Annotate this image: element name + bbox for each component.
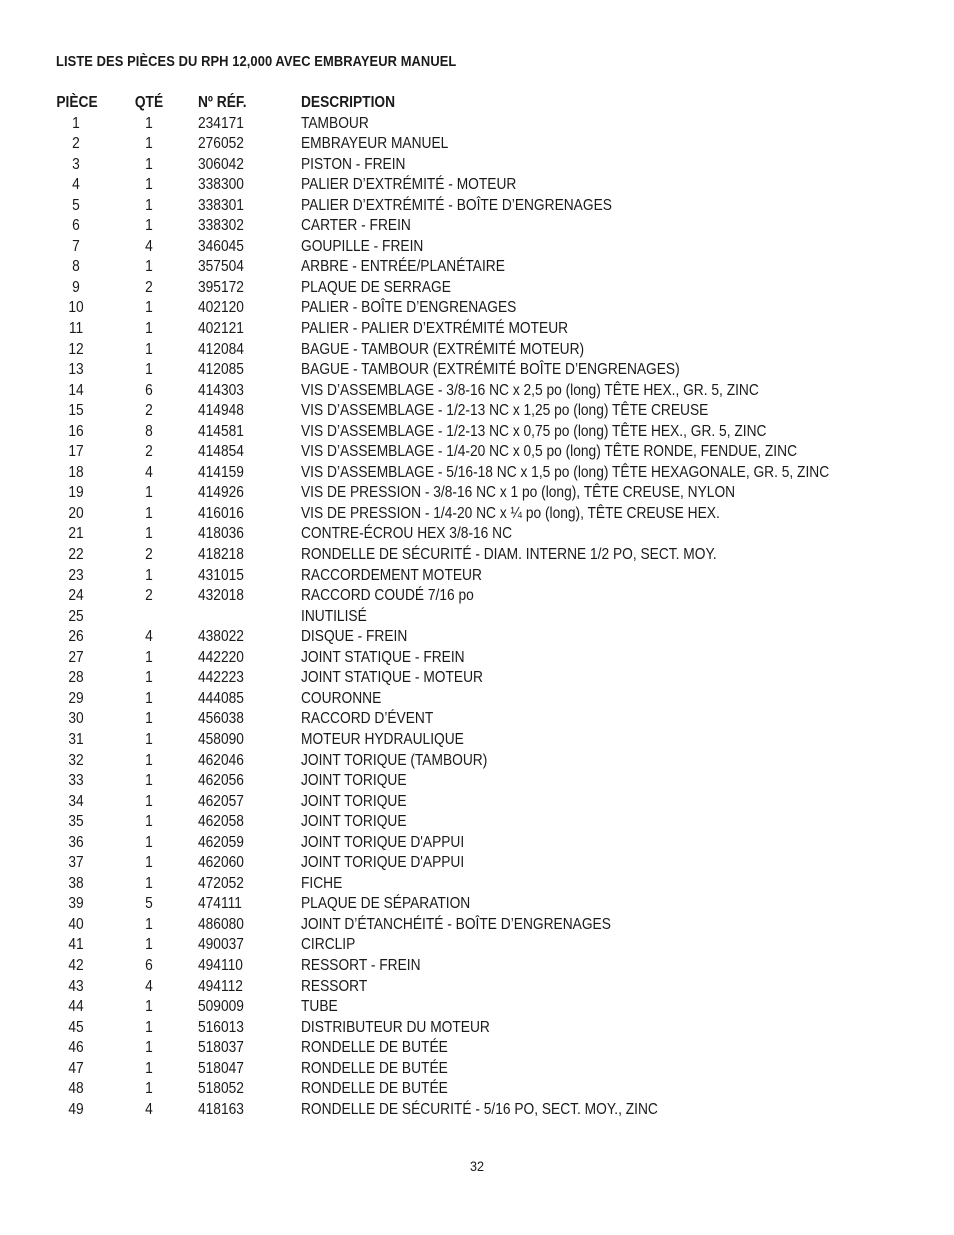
- cell-description: VIS D’ASSEMBLAGE - 1/4-20 NC x 0,5 po (long) TÊTE RONDE, FENDUE, ZINC: [301, 443, 798, 461]
- cell-description: FICHE: [301, 874, 343, 892]
- table-row: [0, 257, 954, 278]
- table-row: [0, 278, 954, 299]
- cell-ref: 432018: [198, 587, 244, 605]
- cell-piece: 24: [68, 587, 84, 605]
- cell-qty: 6: [145, 956, 153, 974]
- header-qty: QTÉ: [134, 94, 164, 111]
- cell-piece: 32: [68, 751, 84, 769]
- table-row: [0, 340, 954, 361]
- table-row: [0, 196, 954, 217]
- cell-description: GOUPILLE - FREIN: [301, 237, 424, 255]
- table-row: [0, 175, 954, 196]
- cell-description: PALIER D’EXTRÉMITÉ - MOTEUR: [301, 176, 517, 194]
- cell-piece: 7: [72, 237, 80, 255]
- table-row: [0, 915, 954, 936]
- table-row: [0, 524, 954, 545]
- table-row: [0, 566, 954, 587]
- cell-qty: 1: [145, 833, 153, 851]
- cell-qty: 1: [145, 689, 153, 707]
- cell-qty: 2: [145, 278, 153, 296]
- cell-ref: 414159: [198, 463, 244, 481]
- cell-description: RONDELLE DE SÉCURITÉ - DIAM. INTERNE 1/2 PO, SECT. MOY.: [301, 546, 717, 564]
- cell-qty: 1: [145, 1059, 153, 1077]
- cell-description: VIS DE PRESSION - 1/4-20 NC x ¼ po (long), TÊTE CREUSE HEX.: [301, 504, 720, 522]
- cell-qty: 1: [145, 874, 153, 892]
- cell-qty: 1: [145, 525, 153, 543]
- cell-ref: 416016: [198, 504, 244, 522]
- cell-qty: 2: [145, 402, 153, 420]
- cell-qty: 5: [145, 895, 153, 913]
- cell-qty: 1: [145, 217, 153, 235]
- cell-qty: 4: [145, 463, 153, 481]
- table-row: [0, 627, 954, 648]
- cell-description: EMBRAYEUR MANUEL: [301, 135, 449, 153]
- table-row: [0, 792, 954, 813]
- cell-ref: 486080: [198, 915, 244, 933]
- cell-qty: 1: [145, 320, 153, 338]
- cell-description: TAMBOUR: [301, 114, 369, 132]
- cell-piece: 11: [68, 320, 84, 338]
- cell-ref: 346045: [198, 237, 244, 255]
- table-row: [0, 319, 954, 340]
- cell-ref: 462058: [198, 813, 244, 831]
- cell-ref: 395172: [198, 278, 244, 296]
- header-description: DESCRIPTION: [301, 94, 396, 111]
- table-row: [0, 977, 954, 998]
- cell-ref: 431015: [198, 566, 244, 584]
- cell-qty: 1: [145, 340, 153, 358]
- cell-ref: 402120: [198, 299, 244, 317]
- table-row: [0, 997, 954, 1018]
- cell-ref: 357504: [198, 258, 244, 276]
- table-row: [0, 853, 954, 874]
- table-row: [0, 648, 954, 669]
- cell-ref: 462046: [198, 751, 244, 769]
- table-row: [0, 607, 954, 628]
- cell-qty: 2: [145, 443, 153, 461]
- cell-ref: 418218: [198, 546, 244, 564]
- cell-ref: 306042: [198, 155, 244, 173]
- cell-description: BAGUE - TAMBOUR (EXTRÉMITÉ MOTEUR): [301, 340, 585, 358]
- cell-qty: 1: [145, 669, 153, 687]
- cell-description: VIS D’ASSEMBLAGE - 1/2-13 NC x 1,25 po (long) TÊTE CREUSE: [301, 402, 709, 420]
- table-row: [0, 751, 954, 772]
- cell-qty: 4: [145, 1100, 153, 1118]
- cell-description: JOINT STATIQUE - FREIN: [301, 648, 465, 666]
- cell-piece: 19: [68, 484, 84, 502]
- cell-qty: 1: [145, 792, 153, 810]
- table-row: [0, 689, 954, 710]
- header-ref: Nº RÉF.: [198, 94, 247, 111]
- cell-piece: 15: [68, 402, 84, 420]
- table-row: [0, 401, 954, 422]
- cell-piece: 5: [72, 196, 80, 214]
- cell-piece: 13: [68, 361, 84, 379]
- cell-piece: 21: [68, 525, 84, 543]
- table-row: [0, 134, 954, 155]
- cell-description: DISQUE - FREIN: [301, 628, 408, 646]
- table-row: [0, 1100, 954, 1121]
- cell-description: JOINT TORIQUE D'APPUI: [301, 854, 465, 872]
- cell-ref: 494110: [198, 956, 243, 974]
- cell-qty: 1: [145, 135, 153, 153]
- table-row: [0, 114, 954, 135]
- cell-qty: 4: [145, 977, 153, 995]
- cell-ref: 412084: [198, 340, 244, 358]
- cell-ref: 516013: [198, 1018, 244, 1036]
- cell-piece: 42: [68, 956, 84, 974]
- table-row: [0, 216, 954, 237]
- cell-qty: 8: [145, 422, 153, 440]
- cell-qty: 1: [145, 648, 153, 666]
- cell-qty: 1: [145, 299, 153, 317]
- table-row: [0, 298, 954, 319]
- cell-description: PALIER - BOÎTE D’ENGRENAGES: [301, 299, 517, 317]
- cell-description: JOINT TORIQUE: [301, 813, 407, 831]
- cell-piece: 8: [72, 258, 80, 276]
- cell-piece: 17: [68, 443, 84, 461]
- cell-description: ARBRE - ENTRÉE/PLANÉTAIRE: [301, 258, 505, 276]
- cell-ref: 276052: [198, 135, 244, 153]
- cell-piece: 44: [68, 998, 84, 1016]
- cell-description: CARTER - FREIN: [301, 217, 411, 235]
- cell-piece: 4: [72, 176, 80, 194]
- cell-piece: 26: [68, 628, 84, 646]
- table-row: [0, 442, 954, 463]
- table-row: [0, 155, 954, 176]
- cell-description: VIS D’ASSEMBLAGE - 5/16-18 NC x 1,5 po (long) TÊTE HEXAGONALE, GR. 5, ZINC: [301, 463, 830, 481]
- cell-piece: 47: [68, 1059, 84, 1077]
- page-number: 32: [469, 1158, 485, 1174]
- cell-qty: 6: [145, 381, 153, 399]
- table-row: [0, 545, 954, 566]
- cell-piece: 39: [68, 895, 84, 913]
- cell-description: RONDELLE DE BUTÉE: [301, 1080, 448, 1098]
- table-row: [0, 833, 954, 854]
- cell-ref: 338302: [198, 217, 244, 235]
- cell-piece: 20: [68, 504, 84, 522]
- table-row: [0, 463, 954, 484]
- table-row: [0, 894, 954, 915]
- cell-piece: 9: [72, 278, 80, 296]
- cell-description: RONDELLE DE SÉCURITÉ - 5/16 PO, SECT. MOY., ZINC: [301, 1100, 658, 1118]
- cell-qty: 1: [145, 361, 153, 379]
- cell-qty: 1: [145, 854, 153, 872]
- cell-piece: 12: [68, 340, 84, 358]
- cell-qty: 1: [145, 155, 153, 173]
- cell-piece: 45: [68, 1018, 84, 1036]
- cell-ref: 462057: [198, 792, 244, 810]
- table-row: [0, 812, 954, 833]
- cell-ref: 412085: [198, 361, 244, 379]
- cell-description: DISTRIBUTEUR DU MOTEUR: [301, 1018, 490, 1036]
- cell-ref: 402121: [198, 320, 244, 338]
- cell-qty: 1: [145, 1018, 153, 1036]
- table-row: [0, 504, 954, 525]
- cell-piece: 48: [68, 1080, 84, 1098]
- table-header-row: [0, 93, 954, 114]
- cell-qty: 1: [145, 998, 153, 1016]
- cell-description: CONTRE-ÉCROU HEX 3/8-16 NC: [301, 525, 513, 543]
- cell-qty: 1: [145, 751, 153, 769]
- header-piece: PIÈCE: [56, 94, 98, 111]
- cell-qty: 1: [145, 813, 153, 831]
- cell-ref: 518037: [198, 1039, 244, 1057]
- cell-qty: 2: [145, 546, 153, 564]
- cell-description: RACCORD COUDÉ 7/16 po: [301, 587, 474, 605]
- cell-description: PISTON - FREIN: [301, 155, 406, 173]
- cell-description: INUTILISÉ: [301, 607, 367, 625]
- table-row: [0, 422, 954, 443]
- table-row: [0, 771, 954, 792]
- cell-qty: 1: [145, 176, 153, 194]
- cell-ref: 414303: [198, 381, 244, 399]
- cell-description: RACCORD D’ÉVENT: [301, 710, 434, 728]
- cell-piece: 6: [72, 217, 80, 235]
- cell-qty: 1: [145, 1039, 153, 1057]
- cell-description: VIS D’ASSEMBLAGE - 1/2-13 NC x 0,75 po (long) TÊTE HEX., GR. 5, ZINC: [301, 422, 767, 440]
- cell-piece: 30: [68, 710, 84, 728]
- table-row: [0, 586, 954, 607]
- cell-qty: 1: [145, 710, 153, 728]
- cell-qty: 4: [145, 628, 153, 646]
- cell-piece: 49: [68, 1100, 84, 1118]
- table-body: [0, 114, 954, 1121]
- cell-description: MOTEUR HYDRAULIQUE: [301, 730, 464, 748]
- cell-ref: 338300: [198, 176, 244, 194]
- table-row: [0, 730, 954, 751]
- table-row: [0, 668, 954, 689]
- cell-piece: 22: [68, 546, 84, 564]
- cell-description: JOINT TORIQUE: [301, 792, 407, 810]
- cell-piece: 3: [72, 155, 80, 173]
- cell-ref: 490037: [198, 936, 244, 954]
- cell-piece: 41: [68, 936, 84, 954]
- cell-qty: 1: [145, 730, 153, 748]
- cell-ref: 414926: [198, 484, 244, 502]
- table-row: [0, 709, 954, 730]
- cell-piece: 31: [68, 730, 84, 748]
- cell-ref: 442223: [198, 669, 244, 687]
- cell-description: BAGUE - TAMBOUR (EXTRÉMITÉ BOÎTE D’ENGRENAGES): [301, 361, 680, 379]
- cell-ref: 444085: [198, 689, 244, 707]
- cell-piece: 36: [68, 833, 84, 851]
- cell-piece: 40: [68, 915, 84, 933]
- cell-qty: 1: [145, 1080, 153, 1098]
- cell-piece: 34: [68, 792, 84, 810]
- parts-table: [0, 93, 954, 1120]
- cell-ref: 518052: [198, 1080, 244, 1098]
- cell-ref: 418036: [198, 525, 244, 543]
- cell-qty: 1: [145, 504, 153, 522]
- cell-ref: 234171: [198, 114, 244, 132]
- cell-description: RONDELLE DE BUTÉE: [301, 1059, 448, 1077]
- cell-description: RONDELLE DE BUTÉE: [301, 1039, 448, 1057]
- cell-piece: 23: [68, 566, 84, 584]
- cell-piece: 16: [68, 422, 84, 440]
- cell-qty: 1: [145, 936, 153, 954]
- table-row: [0, 360, 954, 381]
- cell-description: JOINT TORIQUE (TAMBOUR): [301, 751, 488, 769]
- cell-piece: 28: [68, 669, 84, 687]
- cell-piece: 29: [68, 689, 84, 707]
- cell-description: COURONNE: [301, 689, 382, 707]
- cell-piece: 2: [72, 135, 80, 153]
- table-row: [0, 935, 954, 956]
- cell-piece: 14: [68, 381, 84, 399]
- table-row: [0, 1018, 954, 1039]
- cell-description: JOINT STATIQUE - MOTEUR: [301, 669, 483, 687]
- table-row: [0, 483, 954, 504]
- cell-piece: 37: [68, 854, 84, 872]
- cell-ref: 509009: [198, 998, 244, 1016]
- cell-piece: 1: [72, 114, 80, 132]
- cell-qty: 2: [145, 587, 153, 605]
- cell-piece: 46: [68, 1039, 84, 1057]
- cell-piece: 27: [68, 648, 84, 666]
- cell-ref: 414854: [198, 443, 244, 461]
- cell-ref: 462059: [198, 833, 244, 851]
- cell-description: PALIER - PALIER D’EXTRÉMITÉ MOTEUR: [301, 320, 569, 338]
- cell-piece: 25: [68, 607, 84, 625]
- cell-piece: 38: [68, 874, 84, 892]
- cell-qty: 1: [145, 566, 153, 584]
- cell-description: PLAQUE DE SÉPARATION: [301, 895, 471, 913]
- cell-ref: 338301: [198, 196, 244, 214]
- cell-qty: 1: [145, 258, 153, 276]
- cell-qty: 1: [145, 196, 153, 214]
- cell-piece: 18: [68, 463, 84, 481]
- cell-description: RESSORT: [301, 977, 368, 995]
- cell-description: VIS D’ASSEMBLAGE - 3/8-16 NC x 2,5 po (long) TÊTE HEX., GR. 5, ZINC: [301, 381, 759, 399]
- cell-description: JOINT D’ÉTANCHÉITÉ - BOÎTE D’ENGRENAGES: [301, 915, 611, 933]
- cell-ref: 418163: [198, 1100, 244, 1118]
- cell-ref: 462060: [198, 854, 244, 872]
- table-row: [0, 1038, 954, 1059]
- cell-description: JOINT TORIQUE D'APPUI: [301, 833, 465, 851]
- cell-description: RACCORDEMENT MOTEUR: [301, 566, 482, 584]
- cell-ref: 442220: [198, 648, 244, 666]
- cell-qty: 1: [145, 915, 153, 933]
- table-row: [0, 1079, 954, 1100]
- cell-qty: 1: [145, 772, 153, 790]
- cell-ref: 438022: [198, 628, 244, 646]
- cell-ref: 458090: [198, 730, 244, 748]
- cell-ref: 462056: [198, 772, 244, 790]
- cell-piece: 43: [68, 977, 84, 995]
- cell-ref: 494112: [198, 977, 243, 995]
- table-row: [0, 237, 954, 258]
- cell-qty: 1: [145, 484, 153, 502]
- page-title: LISTE DES PIÈCES DU RPH 12,000 AVEC EMBRAYEUR MANUEL: [56, 53, 457, 70]
- cell-description: JOINT TORIQUE: [301, 772, 407, 790]
- cell-description: TUBE: [301, 998, 338, 1016]
- cell-piece: 35: [68, 813, 84, 831]
- cell-ref: 472052: [198, 874, 244, 892]
- cell-qty: 4: [145, 237, 153, 255]
- cell-ref: 518047: [198, 1059, 244, 1077]
- cell-description: PALIER D’EXTRÉMITÉ - BOÎTE D’ENGRENAGES: [301, 196, 612, 214]
- cell-qty: 1: [145, 114, 153, 132]
- cell-ref: 414581: [198, 422, 244, 440]
- cell-ref: 456038: [198, 710, 244, 728]
- table-row: [0, 1059, 954, 1080]
- cell-piece: 33: [68, 772, 84, 790]
- cell-ref: 414948: [198, 402, 244, 420]
- cell-description: RESSORT - FREIN: [301, 956, 421, 974]
- table-row: [0, 381, 954, 402]
- cell-ref: 474111: [198, 895, 242, 913]
- table-row: [0, 874, 954, 895]
- cell-description: CIRCLIP: [301, 936, 356, 954]
- cell-description: PLAQUE DE SERRAGE: [301, 278, 451, 296]
- table-row: [0, 956, 954, 977]
- cell-piece: 10: [68, 299, 84, 317]
- cell-description: VIS DE PRESSION - 3/8-16 NC x 1 po (long), TÊTE CREUSE, NYLON: [301, 484, 736, 502]
